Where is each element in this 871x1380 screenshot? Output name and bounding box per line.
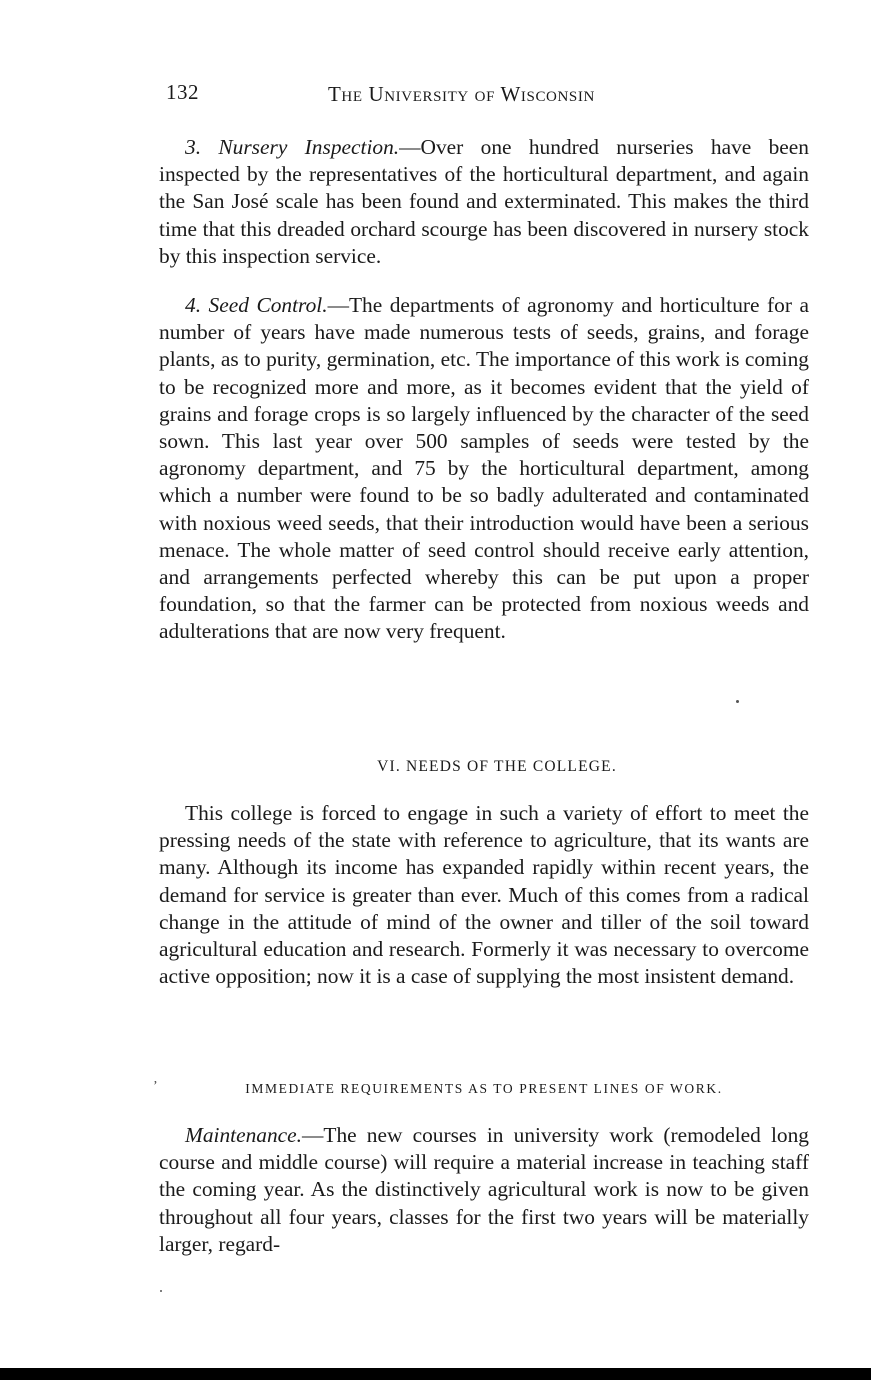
nursery-inspection-body: —Over one hundred nurseries have been inspected by the representatives of the horticultural department, and again the San José scale has been found and exterminated. This makes the third time that this dreaded orchard scourge has been discovered in nursery stock by this inspection service. — [159, 135, 809, 268]
seed-control-body: —The departments of agronomy and horticulture for a number of years have made numerous tests of seeds, grains, and forage plants, as to purity, germination, etc. The importance of this work is coming to be recognized more and more, as it becomes evident that the yield of grains and forage crops is so largely influenced by the character of the seed sown. This last year over 500 samples of seeds were tested by the agronomy department, and 75 by the horticultural department, among which a number were found to be so badly adulterated and contaminated with noxious weed seeds, that their introduction would have been a serious menace. The whole matter of seed control should receive early attention, and arrangements perfected whereby this can be put upon a proper foundation, so that the farmer can be protected from noxious weeds and adulterations that are now very frequent. — [159, 293, 809, 644]
maintenance-paragraph — [159, 1122, 809, 1258]
seed-control-section — [159, 292, 809, 646]
seed-control-paragraph — [159, 292, 809, 646]
seed-control-lead: 4. Seed Control. — [185, 293, 328, 317]
needs-paragraph: This college is forced to engage in such a variety of effort to meet the pressing needs of the state with reference to agriculture, that its wants are many. Although its income has expanded rapidly within recent years, the demand for service is greater than ever. Much of this comes from a radical change in the attitude of mind of the owner and tiller of the soil toward agricultural education and research. Formerly it was necessary to overcome active opposition; now it is a case of supplying the most insistent demand. — [159, 801, 809, 989]
needs-heading: VI. NEEDS OF THE COLLEGE. — [377, 758, 617, 775]
page-number: 132 — [166, 80, 199, 104]
maintenance-section — [159, 1122, 809, 1258]
scan-bottom-edge — [0, 1368, 871, 1380]
nursery-inspection-section — [159, 134, 809, 270]
requirements-heading: IMMEDIATE REQUIREMENTS AS TO PRESENT LINES OF WORK. — [245, 1081, 723, 1096]
nursery-inspection-lead: 3. Nursery Inspection. — [185, 135, 400, 159]
needs-section — [159, 800, 809, 990]
print-speck — [736, 700, 739, 703]
print-speck — [160, 1290, 162, 1292]
running-title: The University of Wisconsin — [328, 82, 595, 106]
margin-tick-mark: ʼ — [153, 1079, 158, 1094]
maintenance-body: —The new courses in university work (remodeled long course and middle course) will require a material increase in teaching staff the coming year. As the distinctively agricultural work is now to be given throughout all four years, classes for the first two years will be materially larger, regard- — [159, 1123, 809, 1256]
maintenance-lead: Maintenance. — [185, 1123, 303, 1147]
nursery-inspection-paragraph — [159, 134, 809, 270]
running-head — [166, 80, 806, 114]
